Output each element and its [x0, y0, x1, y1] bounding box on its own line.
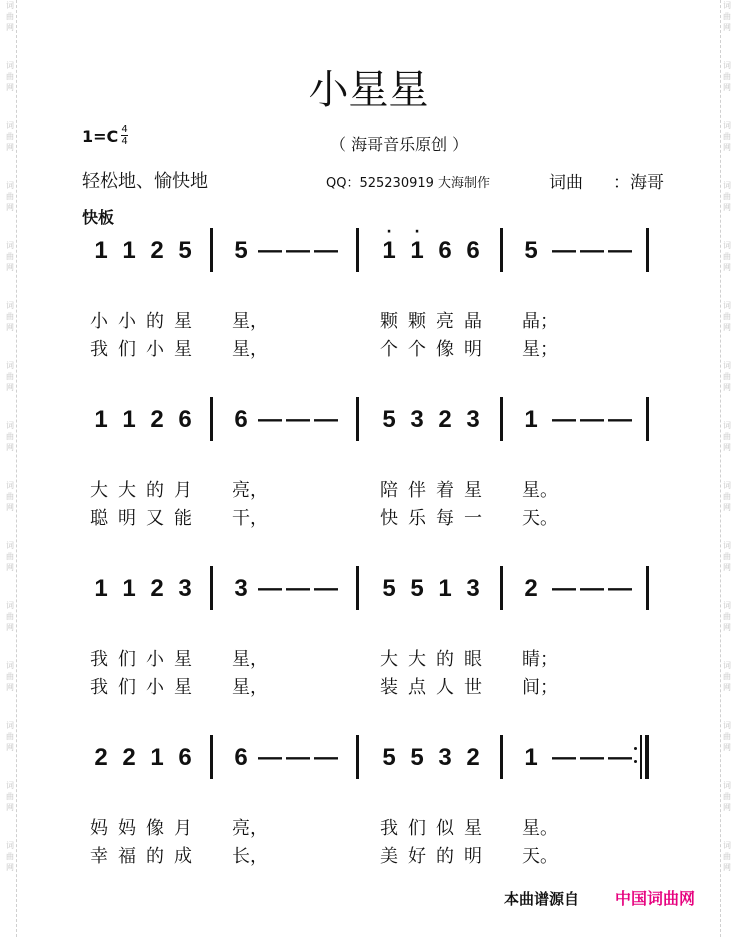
lyric-char: 月 — [174, 818, 192, 839]
watermark-char: 网 — [723, 203, 731, 212]
octave-dot-icon: · — [414, 224, 420, 240]
notation-line — [0, 735, 737, 787]
note: 3 — [178, 575, 192, 602]
lyric-char: 小 — [118, 311, 136, 332]
watermark-char: 词 — [6, 541, 14, 550]
source-label: 本曲谱源自 — [504, 890, 580, 908]
note-dash: — — [314, 744, 338, 771]
watermark-char: 网 — [723, 683, 731, 692]
lyric-line — [0, 676, 737, 702]
lyric-char: 星， — [232, 649, 268, 670]
note: 2 — [150, 575, 164, 602]
barline — [500, 397, 503, 441]
lyric-char: 的 — [436, 649, 454, 670]
watermark-char: 网 — [723, 563, 731, 572]
watermark-char: 曲 — [6, 432, 14, 441]
watermark-char: 网 — [6, 83, 14, 92]
watermark-char: 网 — [6, 383, 14, 392]
lyric-char: 星。 — [522, 480, 558, 501]
watermark-char: 曲 — [6, 612, 14, 621]
watermark-char: 网 — [723, 443, 731, 452]
watermark-char: 词 — [6, 61, 14, 70]
lyric-char: 星 — [464, 818, 482, 839]
barline — [500, 735, 503, 779]
credit-value: ：海哥 — [613, 173, 664, 193]
watermark-char: 词 — [6, 721, 14, 730]
note: 1 — [94, 406, 108, 433]
lyric-char: 星 — [464, 480, 482, 501]
final-barline — [645, 735, 649, 779]
meter-top: 4 — [121, 124, 128, 135]
watermark-char: 曲 — [723, 612, 731, 621]
watermark-char: 网 — [6, 503, 14, 512]
watermark-char: 网 — [6, 23, 14, 32]
barline — [210, 735, 213, 779]
watermark-char: 词 — [6, 661, 14, 670]
lyric-char: 着 — [436, 480, 454, 501]
lyric-line — [0, 310, 737, 336]
source-brand: 中国词曲网 — [615, 889, 696, 908]
lyric-char: 星， — [232, 677, 268, 698]
barline — [500, 566, 503, 610]
lyric-char: 小 — [90, 311, 108, 332]
watermark-char: 曲 — [723, 132, 731, 141]
lyric-char: 像 — [146, 818, 164, 839]
watermark-char: 网 — [6, 863, 14, 872]
watermark-glyphs — [4, 0, 16, 33]
lyric-char: 的 — [436, 846, 454, 867]
lyric-line — [0, 648, 737, 674]
note-dash: — — [552, 237, 576, 264]
watermark-char: 词 — [6, 481, 14, 490]
watermark-char: 词 — [723, 541, 731, 550]
watermark-char: 词 — [6, 841, 14, 850]
watermark-char: 词 — [723, 181, 731, 190]
lyric-char: 间； — [522, 677, 558, 698]
note: 2 — [122, 744, 136, 771]
lyric-char: 点 — [408, 677, 426, 698]
note: 1 — [524, 744, 538, 771]
note: 1 — [94, 237, 108, 264]
lyric-char: 星， — [232, 311, 268, 332]
watermark-strip-left — [4, 0, 17, 937]
watermark-char: 曲 — [723, 792, 731, 801]
watermark-char: 曲 — [6, 852, 14, 861]
lyric-char: 的 — [146, 480, 164, 501]
note-dash: — — [314, 575, 338, 602]
lyric-char: 我 — [90, 649, 108, 670]
lyric-char: 颗 — [380, 311, 398, 332]
watermark-glyphs — [4, 360, 16, 393]
lyric-char: 们 — [118, 339, 136, 360]
note: 3 — [234, 575, 248, 602]
note: 5 — [410, 575, 424, 602]
watermark-char: 词 — [723, 781, 731, 790]
watermark-char: 词 — [723, 1, 731, 10]
tempo-expression: 轻松地、愉快地 — [82, 171, 208, 192]
barline — [646, 397, 649, 441]
note-dash: — — [286, 406, 310, 433]
note: 5 — [234, 237, 248, 264]
note: 5 — [410, 744, 424, 771]
note-dash: — — [258, 406, 282, 433]
lyric-char: 像 — [436, 339, 454, 360]
lyric-char: 星 — [174, 649, 192, 670]
lyric-char: 小 — [146, 339, 164, 360]
watermark-char: 网 — [723, 503, 731, 512]
lyric-char: 星； — [522, 339, 558, 360]
watermark-char: 网 — [723, 623, 731, 632]
note-dash: — — [314, 237, 338, 264]
lyric-char: 天。 — [522, 846, 558, 867]
lyric-char: 明 — [464, 846, 482, 867]
note: 1 — [122, 575, 136, 602]
watermark-char: 曲 — [6, 192, 14, 201]
note: 1 — [122, 406, 136, 433]
watermark-glyphs — [4, 180, 16, 213]
lyric-char: 我 — [380, 818, 398, 839]
barline — [640, 735, 642, 779]
credit-label: 词曲 — [549, 173, 583, 193]
note-dash: — — [580, 237, 604, 264]
note: 6 — [438, 237, 452, 264]
note: 2 — [150, 406, 164, 433]
time-signature — [121, 124, 128, 147]
note: 6 — [234, 406, 248, 433]
watermark-char: 词 — [723, 421, 731, 430]
watermark-char: 网 — [723, 803, 731, 812]
note-dash: — — [552, 575, 576, 602]
note: 2 — [438, 406, 452, 433]
key-signature: 1=C — [82, 127, 119, 146]
lyric-line — [0, 338, 737, 364]
watermark-char: 曲 — [723, 672, 731, 681]
lyric-char: 个 — [380, 339, 398, 360]
lyric-char: 个 — [408, 339, 426, 360]
meter-bottom: 4 — [121, 136, 128, 147]
lyric-char: 明 — [464, 339, 482, 360]
barline — [356, 397, 359, 441]
watermark-char: 词 — [6, 1, 14, 10]
note: 1 — [524, 406, 538, 433]
watermark-char: 网 — [723, 323, 731, 332]
watermark-char: 词 — [723, 721, 731, 730]
watermark-glyphs — [4, 120, 16, 153]
lyric-char: 月 — [174, 480, 192, 501]
note: 5 — [382, 575, 396, 602]
lyric-char: 亮， — [232, 480, 268, 501]
subtitle: （ 海哥音乐原创 ） — [330, 135, 469, 154]
lyric-char: 明 — [118, 508, 136, 529]
watermark-char: 网 — [6, 443, 14, 452]
watermark-char: 曲 — [6, 792, 14, 801]
watermark-char: 曲 — [6, 72, 14, 81]
watermark-char: 曲 — [723, 192, 731, 201]
lyric-line — [0, 817, 737, 843]
watermark-char: 词 — [723, 241, 731, 250]
watermark-glyphs — [721, 120, 733, 153]
watermark-char: 曲 — [723, 312, 731, 321]
note: 5 — [382, 406, 396, 433]
lyric-char: 装 — [380, 677, 398, 698]
watermark-char: 网 — [723, 863, 731, 872]
note: 6 — [234, 744, 248, 771]
watermark-char: 曲 — [723, 72, 731, 81]
note-dash: — — [552, 744, 576, 771]
watermark-char: 网 — [723, 383, 731, 392]
lyric-char: 美 — [380, 846, 398, 867]
lyric-char: 大 — [380, 649, 398, 670]
lyric-char: 陪 — [380, 480, 398, 501]
lyric-char: 人 — [436, 677, 454, 698]
watermark-char: 曲 — [723, 552, 731, 561]
watermark-char: 网 — [6, 203, 14, 212]
note: 1 — [382, 237, 396, 264]
note: 3 — [466, 406, 480, 433]
watermark-glyphs — [721, 360, 733, 393]
lyric-char: 小 — [146, 677, 164, 698]
lyric-line — [0, 845, 737, 871]
watermark-char: 网 — [6, 623, 14, 632]
watermark-glyphs — [721, 0, 733, 33]
watermark-char: 词 — [6, 121, 14, 130]
lyric-char: 星 — [174, 339, 192, 360]
lyric-char: 一 — [464, 508, 482, 529]
song-title: 小星星 — [308, 67, 429, 113]
note: 5 — [382, 744, 396, 771]
note: 3 — [438, 744, 452, 771]
barline — [356, 228, 359, 272]
note: 2 — [150, 237, 164, 264]
lyric-char: 成 — [174, 846, 192, 867]
barline — [356, 566, 359, 610]
watermark-char: 网 — [6, 563, 14, 572]
watermark-char: 词 — [723, 601, 731, 610]
watermark-char: 词 — [6, 301, 14, 310]
contact-info: QQ：525230919 大海制作 — [326, 176, 491, 191]
lyric-char: 长， — [232, 846, 268, 867]
lyric-char: 天。 — [522, 508, 558, 529]
watermark-char: 曲 — [6, 552, 14, 561]
watermark-char: 词 — [6, 421, 14, 430]
lyric-char: 妈 — [90, 818, 108, 839]
note-dash: — — [258, 744, 282, 771]
note-dash: — — [608, 744, 632, 771]
watermark-char: 网 — [723, 263, 731, 272]
watermark-glyphs — [721, 180, 733, 213]
watermark-char: 词 — [723, 661, 731, 670]
watermark-char: 词 — [723, 301, 731, 310]
watermark-char: 词 — [6, 241, 14, 250]
watermark-char: 曲 — [723, 492, 731, 501]
watermark-char: 词 — [723, 121, 731, 130]
watermark-char: 网 — [6, 803, 14, 812]
note-dash: — — [580, 406, 604, 433]
note-dash: — — [580, 744, 604, 771]
note-dash: — — [286, 237, 310, 264]
watermark-strip-right — [720, 0, 733, 937]
notation-line — [0, 224, 737, 280]
note: 1 — [410, 237, 424, 264]
lyric-char: 似 — [436, 818, 454, 839]
note: 1 — [438, 575, 452, 602]
note: 6 — [178, 406, 192, 433]
watermark-char: 曲 — [6, 12, 14, 21]
lyric-char: 们 — [408, 818, 426, 839]
note: 2 — [524, 575, 538, 602]
notation-line — [0, 566, 737, 618]
barline — [646, 566, 649, 610]
lyric-char: 们 — [118, 677, 136, 698]
note: 2 — [466, 744, 480, 771]
lyric-char: 晶； — [522, 311, 558, 332]
lyric-char: 福 — [118, 846, 136, 867]
lyric-char: 伴 — [408, 480, 426, 501]
note: 1 — [94, 575, 108, 602]
watermark-char: 曲 — [6, 312, 14, 321]
note: 5 — [178, 237, 192, 264]
watermark-char: 词 — [723, 361, 731, 370]
note: 6 — [466, 237, 480, 264]
lyric-char: 星， — [232, 339, 268, 360]
lyric-char: 颗 — [408, 311, 426, 332]
watermark-char: 网 — [723, 143, 731, 152]
note-dash: — — [580, 575, 604, 602]
lyric-char: 快 — [380, 508, 398, 529]
watermark-char: 词 — [6, 601, 14, 610]
watermark-char: 曲 — [6, 372, 14, 381]
watermark-char: 词 — [723, 61, 731, 70]
lyric-char: 能 — [174, 508, 192, 529]
lyric-char: 亮 — [436, 311, 454, 332]
lyric-char: 亮， — [232, 818, 268, 839]
note-dash: — — [608, 406, 632, 433]
barline — [500, 228, 503, 272]
lyric-char: 妈 — [118, 818, 136, 839]
note-dash: — — [286, 575, 310, 602]
lyric-char: 星。 — [522, 818, 558, 839]
watermark-char: 曲 — [6, 252, 14, 261]
lyric-char: 好 — [408, 846, 426, 867]
lyric-char: 大 — [408, 649, 426, 670]
watermark-char: 词 — [723, 841, 731, 850]
watermark-char: 网 — [6, 263, 14, 272]
note: 3 — [410, 406, 424, 433]
lyric-char: 聪 — [90, 508, 108, 529]
note-dash: — — [258, 237, 282, 264]
watermark-char: 网 — [723, 83, 731, 92]
watermark-char: 网 — [6, 743, 14, 752]
watermark-char: 曲 — [6, 732, 14, 741]
barline — [646, 228, 649, 272]
barline — [210, 228, 213, 272]
barline — [356, 735, 359, 779]
lyric-char: 又 — [146, 508, 164, 529]
watermark-char: 曲 — [723, 372, 731, 381]
lyric-char: 星 — [174, 311, 192, 332]
watermark-char: 曲 — [6, 492, 14, 501]
lyric-char: 干， — [232, 508, 268, 529]
note-dash: — — [286, 744, 310, 771]
watermark-char: 词 — [6, 361, 14, 370]
lyric-char: 小 — [146, 649, 164, 670]
lyric-char: 世 — [464, 677, 482, 698]
watermark-char: 网 — [723, 23, 731, 32]
lyric-line — [0, 479, 737, 505]
lyric-char: 大 — [90, 480, 108, 501]
lyric-char: 们 — [118, 649, 136, 670]
note: 5 — [524, 237, 538, 264]
lyric-char: 乐 — [408, 508, 426, 529]
note-dash: — — [314, 406, 338, 433]
lyric-char: 的 — [146, 846, 164, 867]
watermark-char: 词 — [6, 181, 14, 190]
watermark-char: 曲 — [723, 12, 731, 21]
watermark-char: 曲 — [723, 852, 731, 861]
watermark-char: 网 — [6, 143, 14, 152]
lyric-char: 我 — [90, 339, 108, 360]
watermark-char: 网 — [6, 323, 14, 332]
barline — [210, 566, 213, 610]
note: 2 — [94, 744, 108, 771]
lyric-char: 星 — [174, 677, 192, 698]
watermark-char: 词 — [723, 481, 731, 490]
lyric-char: 大 — [118, 480, 136, 501]
lyric-char: 我 — [90, 677, 108, 698]
lyric-char: 睛； — [522, 649, 558, 670]
note-dash: — — [552, 406, 576, 433]
watermark-char: 网 — [6, 683, 14, 692]
note: 6 — [178, 744, 192, 771]
watermark-char: 曲 — [723, 252, 731, 261]
octave-dot-icon: · — [386, 224, 392, 240]
note: 3 — [466, 575, 480, 602]
note: 1 — [150, 744, 164, 771]
lyric-char: 眼 — [464, 649, 482, 670]
barline — [210, 397, 213, 441]
watermark-char: 曲 — [723, 432, 731, 441]
note: 1 — [122, 237, 136, 264]
speed-marking: 快板 — [82, 208, 115, 227]
lyric-char: 幸 — [90, 846, 108, 867]
note-dash: — — [258, 575, 282, 602]
lyric-char: 晶 — [464, 311, 482, 332]
lyric-line — [0, 507, 737, 533]
note-dash: — — [608, 575, 632, 602]
lyric-char: 每 — [436, 508, 454, 529]
watermark-char: 曲 — [723, 732, 731, 741]
lyric-char: 的 — [146, 311, 164, 332]
watermark-char: 曲 — [6, 132, 14, 141]
watermark-char: 曲 — [6, 672, 14, 681]
watermark-char: 词 — [6, 781, 14, 790]
watermark-char: 网 — [723, 743, 731, 752]
notation-line — [0, 397, 737, 449]
note-dash: — — [608, 237, 632, 264]
